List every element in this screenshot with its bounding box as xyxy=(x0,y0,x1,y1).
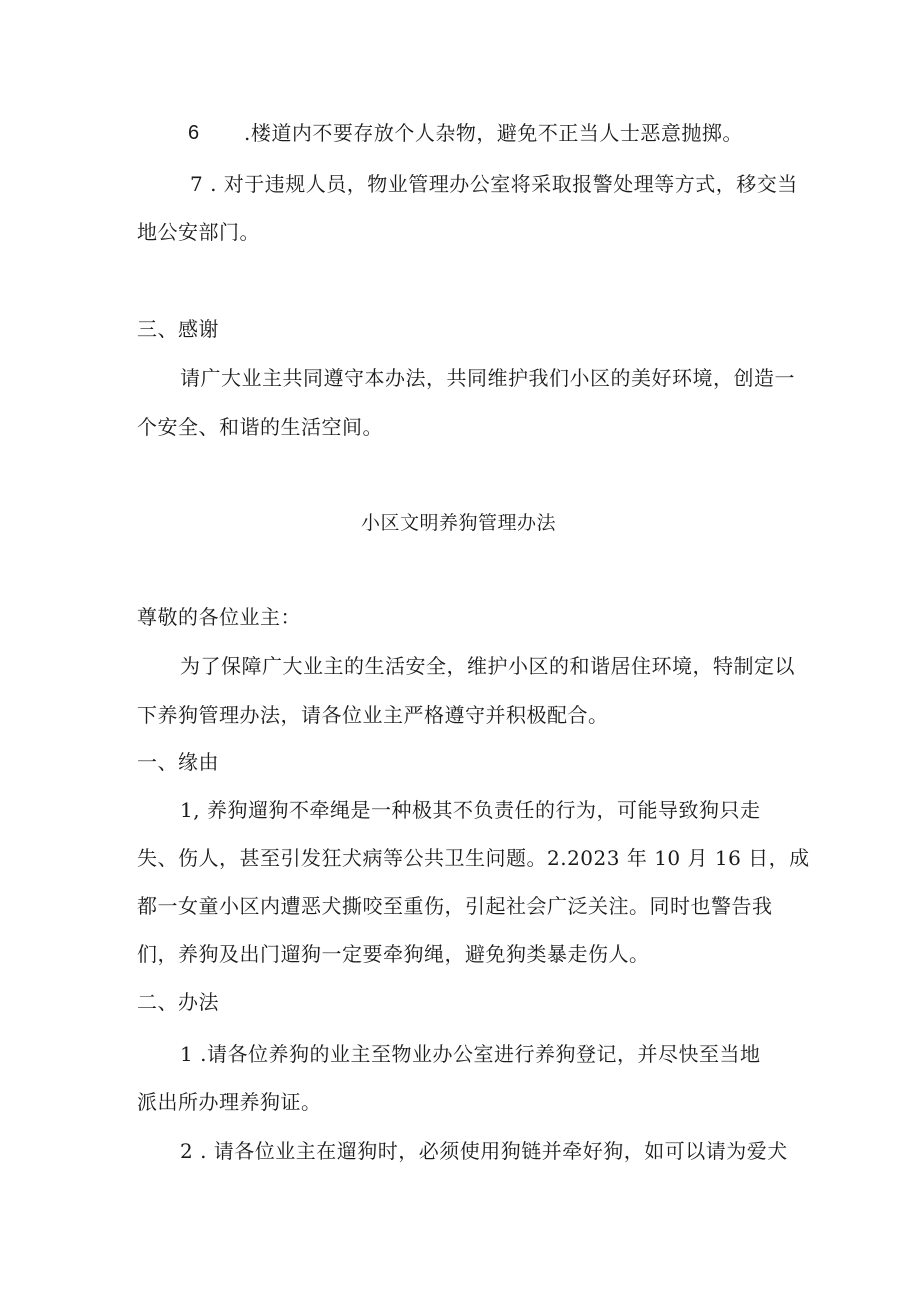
document-title: 小区文明养狗管理办法 xyxy=(361,512,557,534)
item-7-line-2: 地公安部门。 xyxy=(137,220,260,244)
greeting: 尊敬的各位业主： xyxy=(137,605,301,629)
measures-item-1-line-1: 1 .请各位养狗的业主至物业办公室进行养狗登记，并尽快至当地 xyxy=(180,1042,761,1066)
measures-item-1-line-2: 派出所办理养狗证。 xyxy=(137,1090,322,1114)
reason-line-4: 们，养狗及出门遛狗一定要牵狗绳，避免狗类暴走伤人。 xyxy=(137,942,650,966)
intro-line-2: 下养狗管理办法，请各位业主严格遵守并积极配合。 xyxy=(137,703,609,727)
item-6-number: 6 xyxy=(188,122,200,144)
reason-line-2: 失、伤人，甚至引发狂犬病等公共卫生问题。2.2023 年 10 月 16 日，成 xyxy=(137,846,810,870)
thanks-para-line-1: 请广大业主共同遵守本办法，共同维护我们小区的美好环境，创造一 xyxy=(180,366,795,390)
intro-line-1: 为了保障广大业主的生活安全，维护小区的和谐居住环境，特制定以 xyxy=(180,654,795,678)
measures-heading: 二、办法 xyxy=(137,990,219,1014)
reason-heading: 一、缘由 xyxy=(137,750,219,774)
reason-line-1: 1, 养狗遛狗不牵绳是一种极其不负责任的行为，可能导致狗只走 xyxy=(180,798,761,822)
item-7-line-1: 7 . 对于违规人员，物业管理办公室将采取报警处理等方式，移交当 xyxy=(190,172,798,196)
thanks-para-line-2: 个安全、和谐的生活空间。 xyxy=(137,415,383,439)
item-6-text: .楼道内不要存放个人杂物，避免不正当人士恶意抛掷。 xyxy=(244,121,743,145)
thanks-heading: 三、感谢 xyxy=(137,317,219,341)
reason-line-3: 都一女童小区内遭恶犬撕咬至重伤，引起社会广泛关注。同时也警告我 xyxy=(137,894,773,918)
measures-item-2-line-1: 2 . 请各位业主在遛狗时，必须使用狗链并牵好狗，如可以请为爱犬 xyxy=(180,1139,788,1163)
